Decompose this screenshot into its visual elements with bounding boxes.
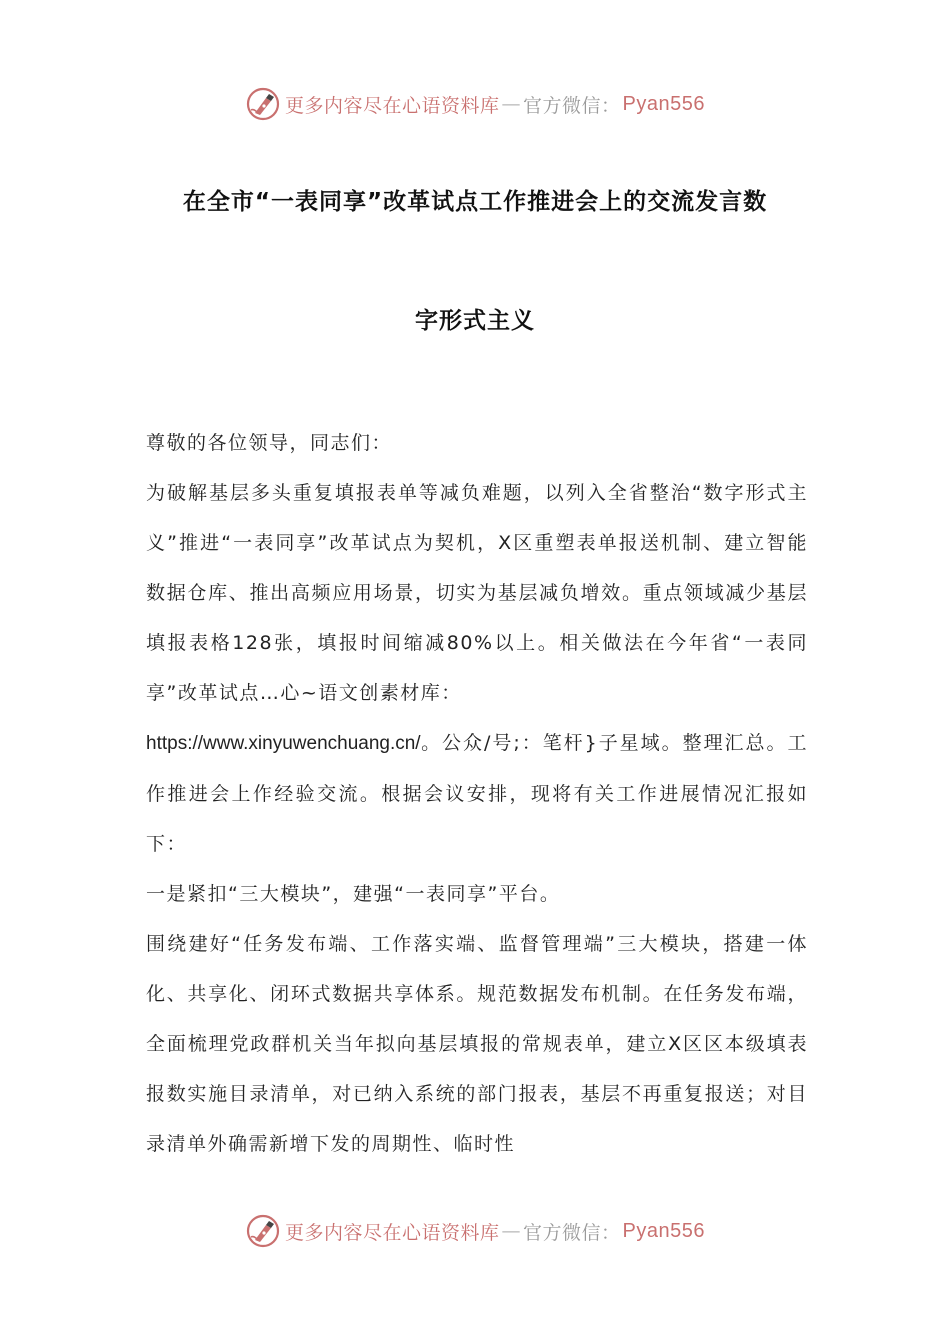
wechat-label: 官方微信： — [523, 1221, 621, 1244]
paragraph-intro — [146, 468, 808, 869]
banner-dash: — — [501, 93, 522, 115]
document-title-line2: 字形式主义 — [415, 308, 535, 334]
header-banner — [0, 84, 950, 124]
wechat-account: Pyan556 — [622, 92, 705, 115]
brand-text: 更多内容尽在心语资料库 — [285, 94, 500, 117]
banner-dash: — — [501, 1220, 522, 1242]
section-heading-1: 一是紧扣“三大模块”，建强“一表同享”平台。 — [146, 883, 561, 905]
salutation: 尊敬的各位领导，同志们： — [146, 432, 393, 454]
pen-nib-logo-icon — [245, 86, 281, 122]
document-body — [146, 418, 808, 1169]
document-title-line1: 在全市“一表同享”改革试点工作推进会上的交流发言数 — [182, 189, 768, 215]
paragraph-intro-part1: 为破解基层多头重复填报表单等减负难题，以列入全省整治“数字形式主义”推进“一表同享”改革试点为契机，X区重塑表单报送机制、建立智能数据仓库、推出高频应用场景，切实为基层减负增效。重点领域减少基层填报表格128张，填报时间缩减80%以上。相关做法在今年省“一表同享”改革试点…心~语文创素材库： — [146, 482, 808, 704]
source-url: https://www.xinyuwenchuang.cn/ — [146, 733, 421, 754]
pen-nib-logo-icon — [245, 1213, 281, 1249]
paragraph-intro-part2: 。公众/号;：笔杆}子星域。整理汇总。工作推进会上作经验交流。根据会议安排，现将有关工作进展情况汇报如下： — [146, 732, 808, 855]
wechat-account: Pyan556 — [622, 1219, 705, 1242]
wechat-label: 官方微信： — [523, 94, 621, 117]
footer-banner — [0, 1211, 950, 1251]
paragraph-section-1: 围绕建好“任务发布端、工作落实端、监督管理端”三大模块，搭建一体化、共享化、闭环式数据共享体系。规范数据发布机制。在任务发布端，全面梳理党政群机关当年拟向基层填报的常规表单，建立X区区本级填表报数实施目录清单，对已纳入系统的部门报表，基层不再重复报送；对目录清单外确需新增下发的周期性、临时性 — [146, 933, 808, 1155]
brand-text: 更多内容尽在心语资料库 — [285, 1221, 500, 1244]
